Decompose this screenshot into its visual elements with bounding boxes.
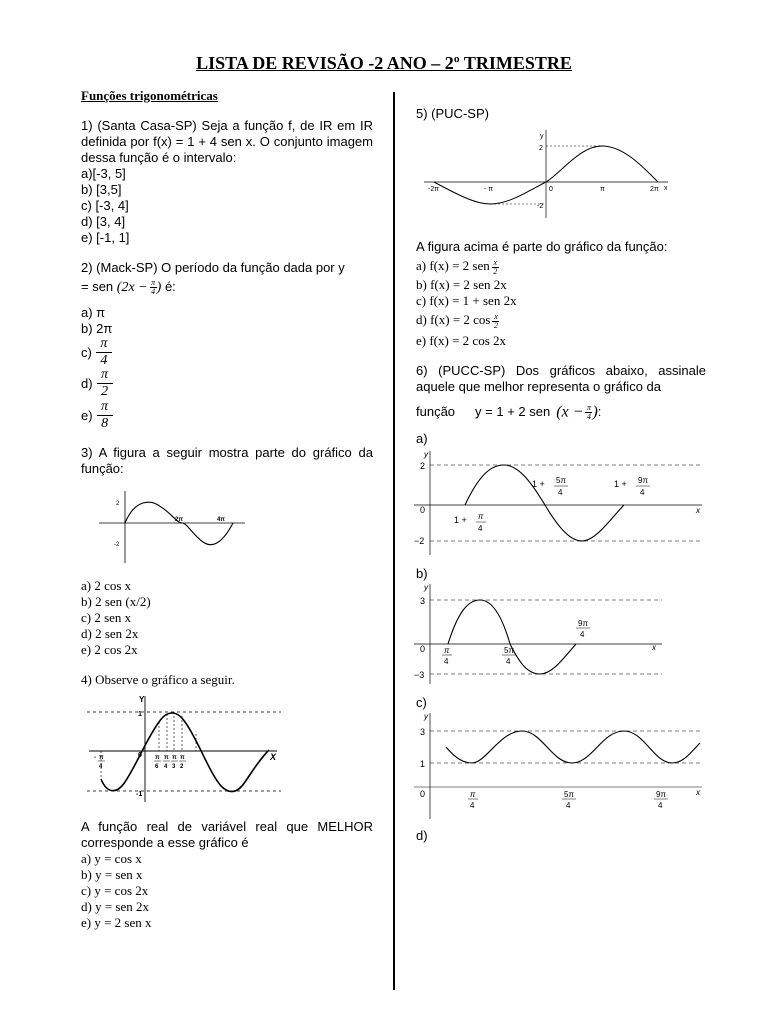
q6b-tick3-den: 4 [580, 630, 585, 639]
q5-option-a: a) f(x) = 2 sen $\frac{x}{2}$ [416, 257, 498, 276]
q6c-tick1-num: π [470, 790, 476, 799]
section-subtitle: Funções trigonométricas [81, 88, 218, 103]
q5-stem: 5) (PUC-SP) [416, 106, 489, 121]
q5-label-negpi: - π [484, 186, 494, 193]
q4-tick-1-num: π [99, 755, 104, 761]
q3-stem: 3) A figura a seguir mostra parte do gráfico da função: [81, 445, 373, 476]
q4-stem2: A função real de variável real que MELHOR corresponde a esse gráfico é [81, 819, 373, 850]
q4-label-x: X [270, 752, 277, 762]
q6-option-b-label: b) [416, 566, 428, 581]
q4-tick-5-num: π [180, 755, 185, 761]
q6-graph-a [412, 447, 708, 557]
q4-option-d: d) y = sen 2x [81, 899, 149, 914]
q1-option-e: e) [-1, 1] [81, 230, 130, 245]
q5-option-c: c) f(x) = 1 + sen 2x [416, 293, 517, 308]
q6c-label-1: 1 [420, 759, 426, 769]
q6a-label-2: 2 [420, 461, 426, 471]
q4-curve [101, 713, 269, 792]
q6-option-d-label: d) [416, 828, 428, 843]
q3-option-b: b) 2 sen (x/2) [81, 594, 151, 609]
q6b-label-y: y [424, 583, 428, 592]
q6a-label-neg2: −2 [414, 536, 425, 546]
q2-option-b: b) 2π [81, 321, 113, 336]
q3-curve [125, 502, 233, 544]
q6b-tick1-num: π [444, 646, 450, 655]
q6-stem2: função y = 1 + 2 sen (x − $\frac{\pi}{4}$ ) : [416, 402, 602, 421]
q3-graph [99, 487, 249, 567]
q6a-curve [465, 465, 624, 541]
question-3 [81, 445, 373, 658]
q4-option-e: e) y = 2 sen x [81, 915, 152, 930]
q6a-tick3-prefix: 1 + [614, 479, 627, 489]
q5-label-neg2pi: -2π [428, 186, 440, 193]
q6c-label-3: 3 [420, 727, 426, 737]
q1-option-a: a)[-3, 5] [81, 166, 126, 181]
q5-option-e: e) f(x) = 2 cos 2x [416, 333, 506, 348]
q3-option-a: a) 2 cos x [81, 578, 132, 593]
q4-tick-2-num: π [155, 755, 160, 761]
q6b-label-x: x [652, 643, 656, 652]
q6b-tick3-num: 9π [578, 619, 588, 628]
q4-label-1: 1 [138, 711, 142, 718]
q5-label-x: x [664, 185, 668, 192]
q5-label-2: 2 [539, 145, 543, 152]
q6c-tick3-den: 4 [658, 801, 663, 810]
q6c-tick2-num: 5π [564, 790, 574, 799]
q4-tick-3-num: π [164, 755, 169, 761]
q3-option-e: e) 2 cos 2x [81, 642, 138, 657]
q6b-tick2-den: 4 [506, 657, 511, 666]
q1-option-b: b) [3,5] [81, 182, 122, 197]
q4-option-a: a) y = cos x [81, 851, 142, 866]
question-4 [81, 672, 373, 931]
q5-label-0: 0 [549, 186, 553, 193]
q6a-label-0: 0 [420, 505, 426, 515]
question-5 [416, 106, 706, 349]
q4-tick-5-den: 2 [180, 764, 184, 770]
q5-label-neg2: -2 [537, 203, 544, 210]
q1-option-d: d) [3, 4] [81, 214, 126, 229]
q4-tick-neg-sign: - [94, 755, 96, 761]
q6-option-c-label: c) [416, 695, 427, 710]
q4-label-0: 0 [138, 752, 142, 759]
q4-label-y: Y [139, 695, 145, 704]
q6b-label-neg3: −3 [414, 670, 425, 680]
q1-option-c: c) [-3, 4] [81, 198, 129, 213]
q2-formula: (2x − $\frac{\pi}{4}$ ) [116, 278, 162, 297]
left-column [81, 88, 373, 931]
q2-option-c: c) $\frac{\pi}{4}$ [81, 337, 373, 367]
q5-label-y: y [540, 133, 544, 140]
q6a-tick2-prefix: 1 + [532, 479, 545, 489]
q4-tick-4-den: 3 [172, 764, 176, 770]
q6c-tick3-num: 9π [656, 790, 666, 799]
question-1 [81, 118, 373, 246]
q6b-tick1-den: 4 [444, 657, 449, 666]
q6b-label-0: 0 [420, 644, 426, 654]
q6a-tick3-den: 4 [640, 488, 645, 497]
q2-stem2: = sen [81, 279, 114, 294]
q4-graph [81, 694, 281, 804]
q6a-label-y: y [424, 450, 428, 459]
q6a-tick1-num: π [478, 512, 484, 521]
q5-label-2pi: 2π [650, 186, 659, 193]
q6c-tick1-den: 4 [470, 801, 475, 810]
q2-option-a: a) π [81, 305, 106, 320]
q4-tick-3-den: 4 [164, 764, 168, 770]
q4-tick-4-num: π [172, 755, 177, 761]
q3-label-4pi: 4π [217, 517, 225, 523]
q6b-curve [448, 600, 576, 674]
q5-stem2: A figura acima é parte do gráfico da função: [416, 239, 668, 254]
q3-label-2pi: 2π [175, 517, 183, 523]
q6a-tick1-prefix: 1 + [454, 515, 467, 525]
q6-graph-b [412, 582, 708, 686]
q3-option-c: c) 2 sen x [81, 610, 132, 625]
column-divider [393, 92, 395, 990]
q6-stem: 6) (PUCC-SP) Dos gráficos abaixo, assinale aquele que melhor representa o gráfico da [416, 363, 706, 394]
q4-label-neg1: -1 [136, 791, 143, 798]
q2-end: é: [164, 279, 176, 294]
q4-option-c: c) y = cos 2x [81, 883, 149, 898]
q5-option-b: b) f(x) = 2 sen 2x [416, 277, 507, 292]
q6b-label-3: 3 [420, 596, 426, 606]
q2-stem: 2) (Mack-SP) O período da função dada por y [81, 260, 345, 275]
q4-tick-1-den: 4 [99, 764, 103, 770]
q6c-tick2-den: 4 [566, 801, 571, 810]
question-2 [81, 260, 373, 431]
q6a-tick2-num: 5π [556, 476, 566, 485]
q6c-label-0: 0 [420, 789, 426, 799]
page-title: LISTA DE REVISÃO -2 ANO – 2º TRIMESTRE [196, 53, 572, 73]
q3-label-2: 2 [116, 501, 120, 507]
q6a-tick1-den: 4 [478, 524, 483, 533]
q6-graph-c [412, 711, 708, 821]
q4-option-b: b) y = sen x [81, 867, 143, 882]
q6-option-a-label: a) [416, 431, 428, 446]
q6c-label-x: x [696, 788, 700, 797]
q2-option-d: d) $\frac{\pi}{2}$ [81, 367, 373, 399]
q6c-curve [446, 731, 700, 763]
q1-stem: 1) (Santa Casa-SP) Seja a função f, de IR em IR definida por f(x) = 1 + 4 sen x. O conjunto imagem dessa função é o intervalo: [81, 118, 373, 165]
q3-label-neg2: -2 [114, 542, 120, 548]
q4-stem: 4) Observe o gráfico a seguir. [81, 672, 235, 687]
q5-graph [420, 124, 670, 220]
right-column [416, 106, 706, 844]
q6a-label-x: x [696, 506, 700, 515]
q6a-tick3-num: 9π [638, 476, 648, 485]
q6b-tick2-num: 5π [504, 646, 514, 655]
q6a-tick2-den: 4 [558, 488, 563, 497]
q5-label-pi: π [600, 186, 605, 193]
question-6 [416, 363, 706, 844]
q3-option-d: d) 2 sen 2x [81, 626, 139, 641]
q2-option-e: e) $\frac{\pi}{8}$ [81, 399, 373, 431]
q6c-label-y: y [424, 712, 428, 721]
q4-tick-2-den: 6 [155, 764, 159, 770]
q5-option-d: d) f(x) = 2 cos $\frac{x}{2}$ [416, 311, 498, 330]
